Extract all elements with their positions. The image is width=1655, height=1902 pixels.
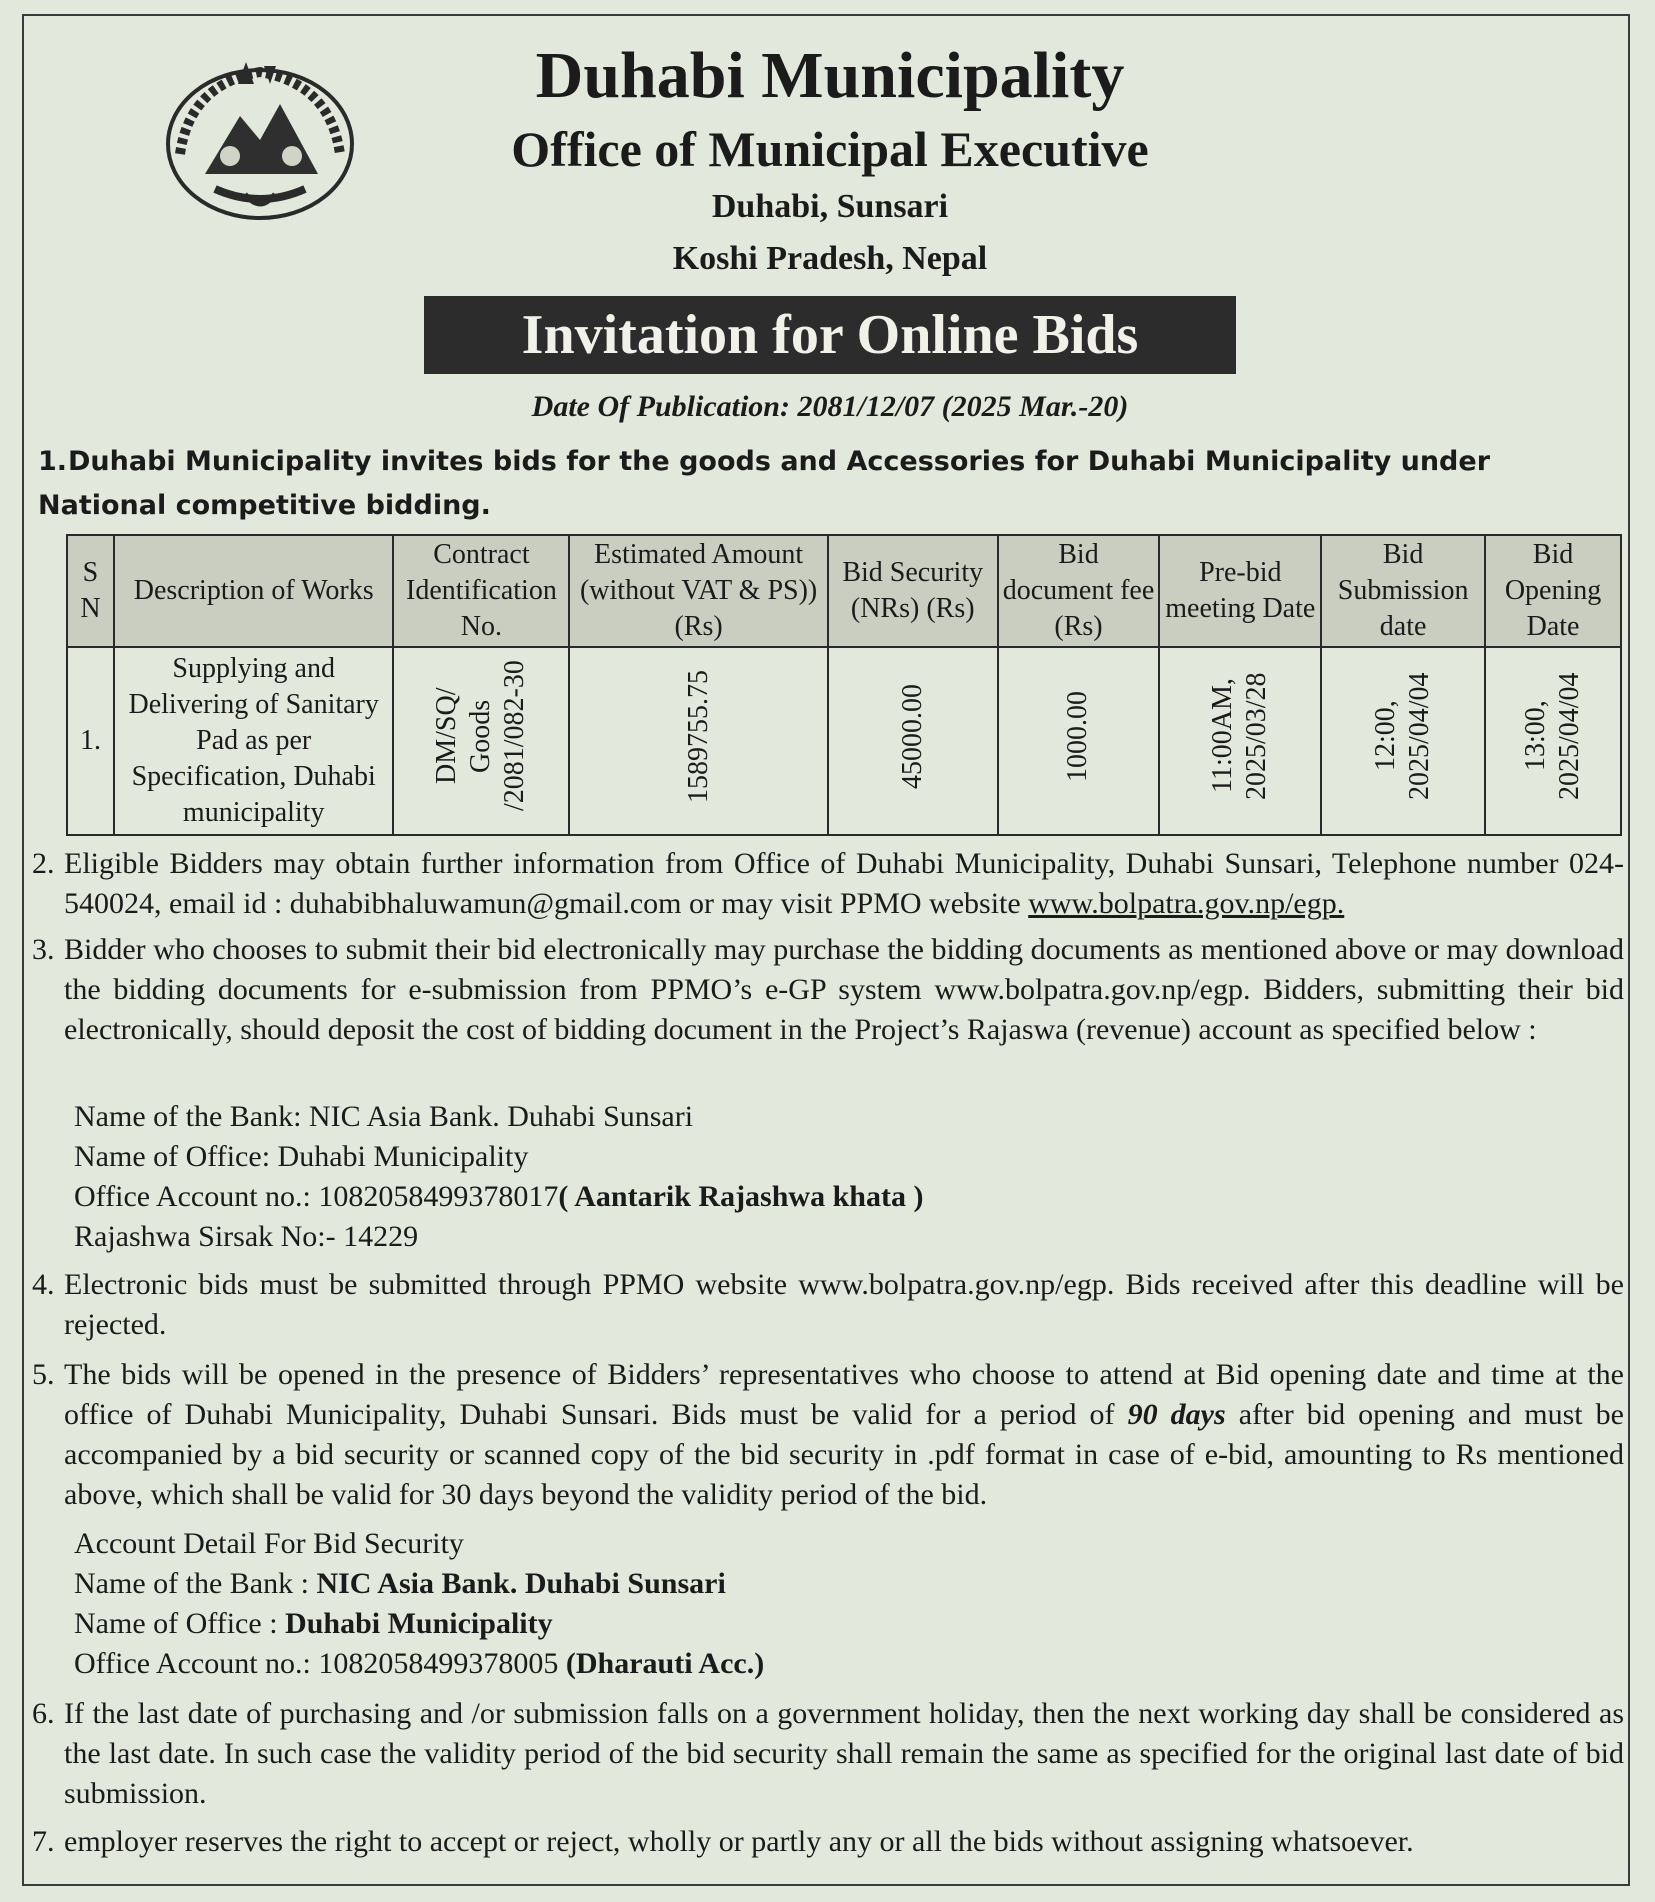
bid-security-office-name: Duhabi Municipality xyxy=(285,1607,553,1640)
revenue-office-name: Name of Office: Duhabi Municipality xyxy=(74,1140,529,1173)
clause-text: Eligible Bidders may obtain further information from Office of Duhabi Municipality, Duhabi Sunsari, Telephone number 024-540024, email id : duhabibhaluwamun@gmail.com or may visit PPMO website xyxy=(64,847,1624,920)
cell-contract-text: DM/SQ/ Goods /2081/082-30 xyxy=(431,660,531,812)
bid-security-office-label: Name of Office : xyxy=(74,1607,278,1640)
cell-fee xyxy=(998,647,1160,835)
col-header-fee: Bid document fee (Rs) xyxy=(998,535,1160,647)
clause-4 xyxy=(32,1265,1624,1345)
revenue-sirsak-number: Rajashwa Sirsak No:- 14229 xyxy=(74,1220,419,1253)
clause-number: 5. xyxy=(32,1358,55,1391)
col-header-estimated: Estimated Amount (without VAT & PS)) (Rs) xyxy=(569,535,827,647)
bid-security-account-number: Office Account no.: 1082058499378005 xyxy=(74,1647,559,1680)
clause-text-before: The bids will be opened in the presence of Bidders’ representatives who choose to attend at Bid opening date and time at the office of Duhabi Municipality, Duhabi Sunsari. Bids must be valid for a period of xyxy=(64,1358,1624,1431)
clause-text-after: after bid opening and must be accompanied by a bid security or scanned copy of the bid security in .pdf format in case of e-bid, amounting to Rs mentioned above, which shall be valid for 30 days beyond the validity period of the bid. xyxy=(64,1398,1624,1511)
clause-text: If the last date of purchasing and /or submission falls on a government holiday, then the next working day shall be considered as the last date. In such case the validity period of the bid security shall remain the same as specified for the original last date of bid submission. xyxy=(64,1697,1624,1810)
cell-description: Supplying and Delivering of Sanitary Pad as per Specification, Duhabi municipality xyxy=(114,647,394,835)
cell-security xyxy=(828,647,998,835)
cell-opening-text: 13:00, 2025/04/04 xyxy=(1520,672,1586,800)
bid-security-account-line xyxy=(74,1644,764,1684)
cell-fee-text: 1000.00 xyxy=(1062,690,1094,782)
col-header-contract: Contract Identification No. xyxy=(393,535,569,647)
revenue-account-number: Office Account no.: 1082058499378017 xyxy=(74,1180,559,1213)
ppmo-website-link[interactable]: www.bolpatra.gov.np/egp. xyxy=(1028,887,1345,920)
bid-security-bank-name: NIC Asia Bank. Duhabi Sunsari xyxy=(316,1567,726,1600)
revenue-bank-name: Name of the Bank: NIC Asia Bank. Duhabi Sunsari xyxy=(74,1100,694,1133)
col-header-description: Description of Works xyxy=(114,535,394,647)
clause-2 xyxy=(32,844,1624,924)
cell-prebid xyxy=(1159,647,1321,835)
cell-submission xyxy=(1321,647,1485,835)
cell-opening xyxy=(1485,647,1621,835)
cell-sn: 1. xyxy=(67,647,114,835)
clause-number: 1. xyxy=(38,446,68,477)
col-header-prebid: Pre-bid meeting Date xyxy=(1159,535,1321,647)
clause-number: 3. xyxy=(32,933,55,966)
revenue-account-note: ( Aantarik Rajashwa khata ) xyxy=(558,1180,924,1213)
table-row xyxy=(67,647,1621,835)
col-header-sn: S N xyxy=(67,535,114,647)
clause-text: Electronic bids must be submitted through PPMO website www.bolpatra.gov.np/egp. Bids received after this deadline will be rejected. xyxy=(64,1268,1624,1341)
clause-number: 7. xyxy=(32,1825,55,1858)
municipality-title: Duhabi Municipality xyxy=(535,39,1125,112)
table-header-row xyxy=(67,535,1621,647)
clause-text: employer reserves the right to accept or reject, wholly or partly any or all the bids without assigning whatsoever. xyxy=(64,1825,1414,1858)
clause-7 xyxy=(32,1822,1624,1862)
clause-number: 2. xyxy=(32,847,55,880)
office-title: Office of Municipal Executive xyxy=(511,121,1149,177)
bid-security-bank-label: Name of the Bank : xyxy=(74,1567,309,1600)
address-line2: Koshi Pradesh, Nepal xyxy=(672,240,988,277)
notice-title-banner: Invitation for Online Bids xyxy=(424,296,1236,374)
bid-security-account-note: (Dharauti Acc.) xyxy=(565,1647,765,1680)
clause-5 xyxy=(32,1355,1624,1515)
cell-estimated-text: 1589755.75 xyxy=(682,669,714,803)
cell-estimated xyxy=(569,647,827,835)
revenue-account-details xyxy=(74,1097,923,1257)
cell-prebid-text: 11:00AM, 2025/03/28 xyxy=(1207,672,1273,800)
cell-security-text: 45000.00 xyxy=(896,683,928,789)
bid-security-account-details xyxy=(74,1524,764,1684)
bid-security-office-line xyxy=(74,1604,764,1644)
col-header-security: Bid Security (NRs) (Rs) xyxy=(828,535,998,647)
validity-period: 90 days xyxy=(1127,1398,1226,1431)
col-header-opening: Bid Opening Date xyxy=(1485,535,1621,647)
clause-number: 4. xyxy=(32,1268,55,1301)
publication-date: Date Of Publication: 2081/12/07 (2025 Mar.-20) xyxy=(531,390,1129,423)
bid-security-heading: Account Detail For Bid Security xyxy=(74,1527,464,1560)
address-line1: Duhabi, Sunsari xyxy=(711,188,949,225)
clause-1 xyxy=(38,440,1623,528)
cell-contract xyxy=(393,647,569,835)
bid-table xyxy=(66,534,1622,836)
cell-submission-text: 12:00, 2025/04/04 xyxy=(1370,672,1436,800)
clause-text: Bidder who chooses to submit their bid electronically may purchase the bidding documents as mentioned above or may download the bidding documents for e-submission from PPMO’s e-GP system www.bolpatra.gov.np/egp. Bidders, submitting their bid electronically, should deposit the cost of bidding document in the Project’s Rajaswa (revenue) account as specified below : xyxy=(64,933,1624,1046)
clause-number: 6. xyxy=(32,1697,55,1730)
bid-security-bank-line xyxy=(74,1564,764,1604)
revenue-account-line xyxy=(74,1177,923,1217)
clause-text: Duhabi Municipality invites bids for the goods and Accessories for Duhabi Municipality under National competitive bidding. xyxy=(38,446,1491,521)
clause-6 xyxy=(32,1694,1624,1814)
clause-3 xyxy=(32,930,1624,1050)
col-header-submission: Bid Submission date xyxy=(1321,535,1485,647)
